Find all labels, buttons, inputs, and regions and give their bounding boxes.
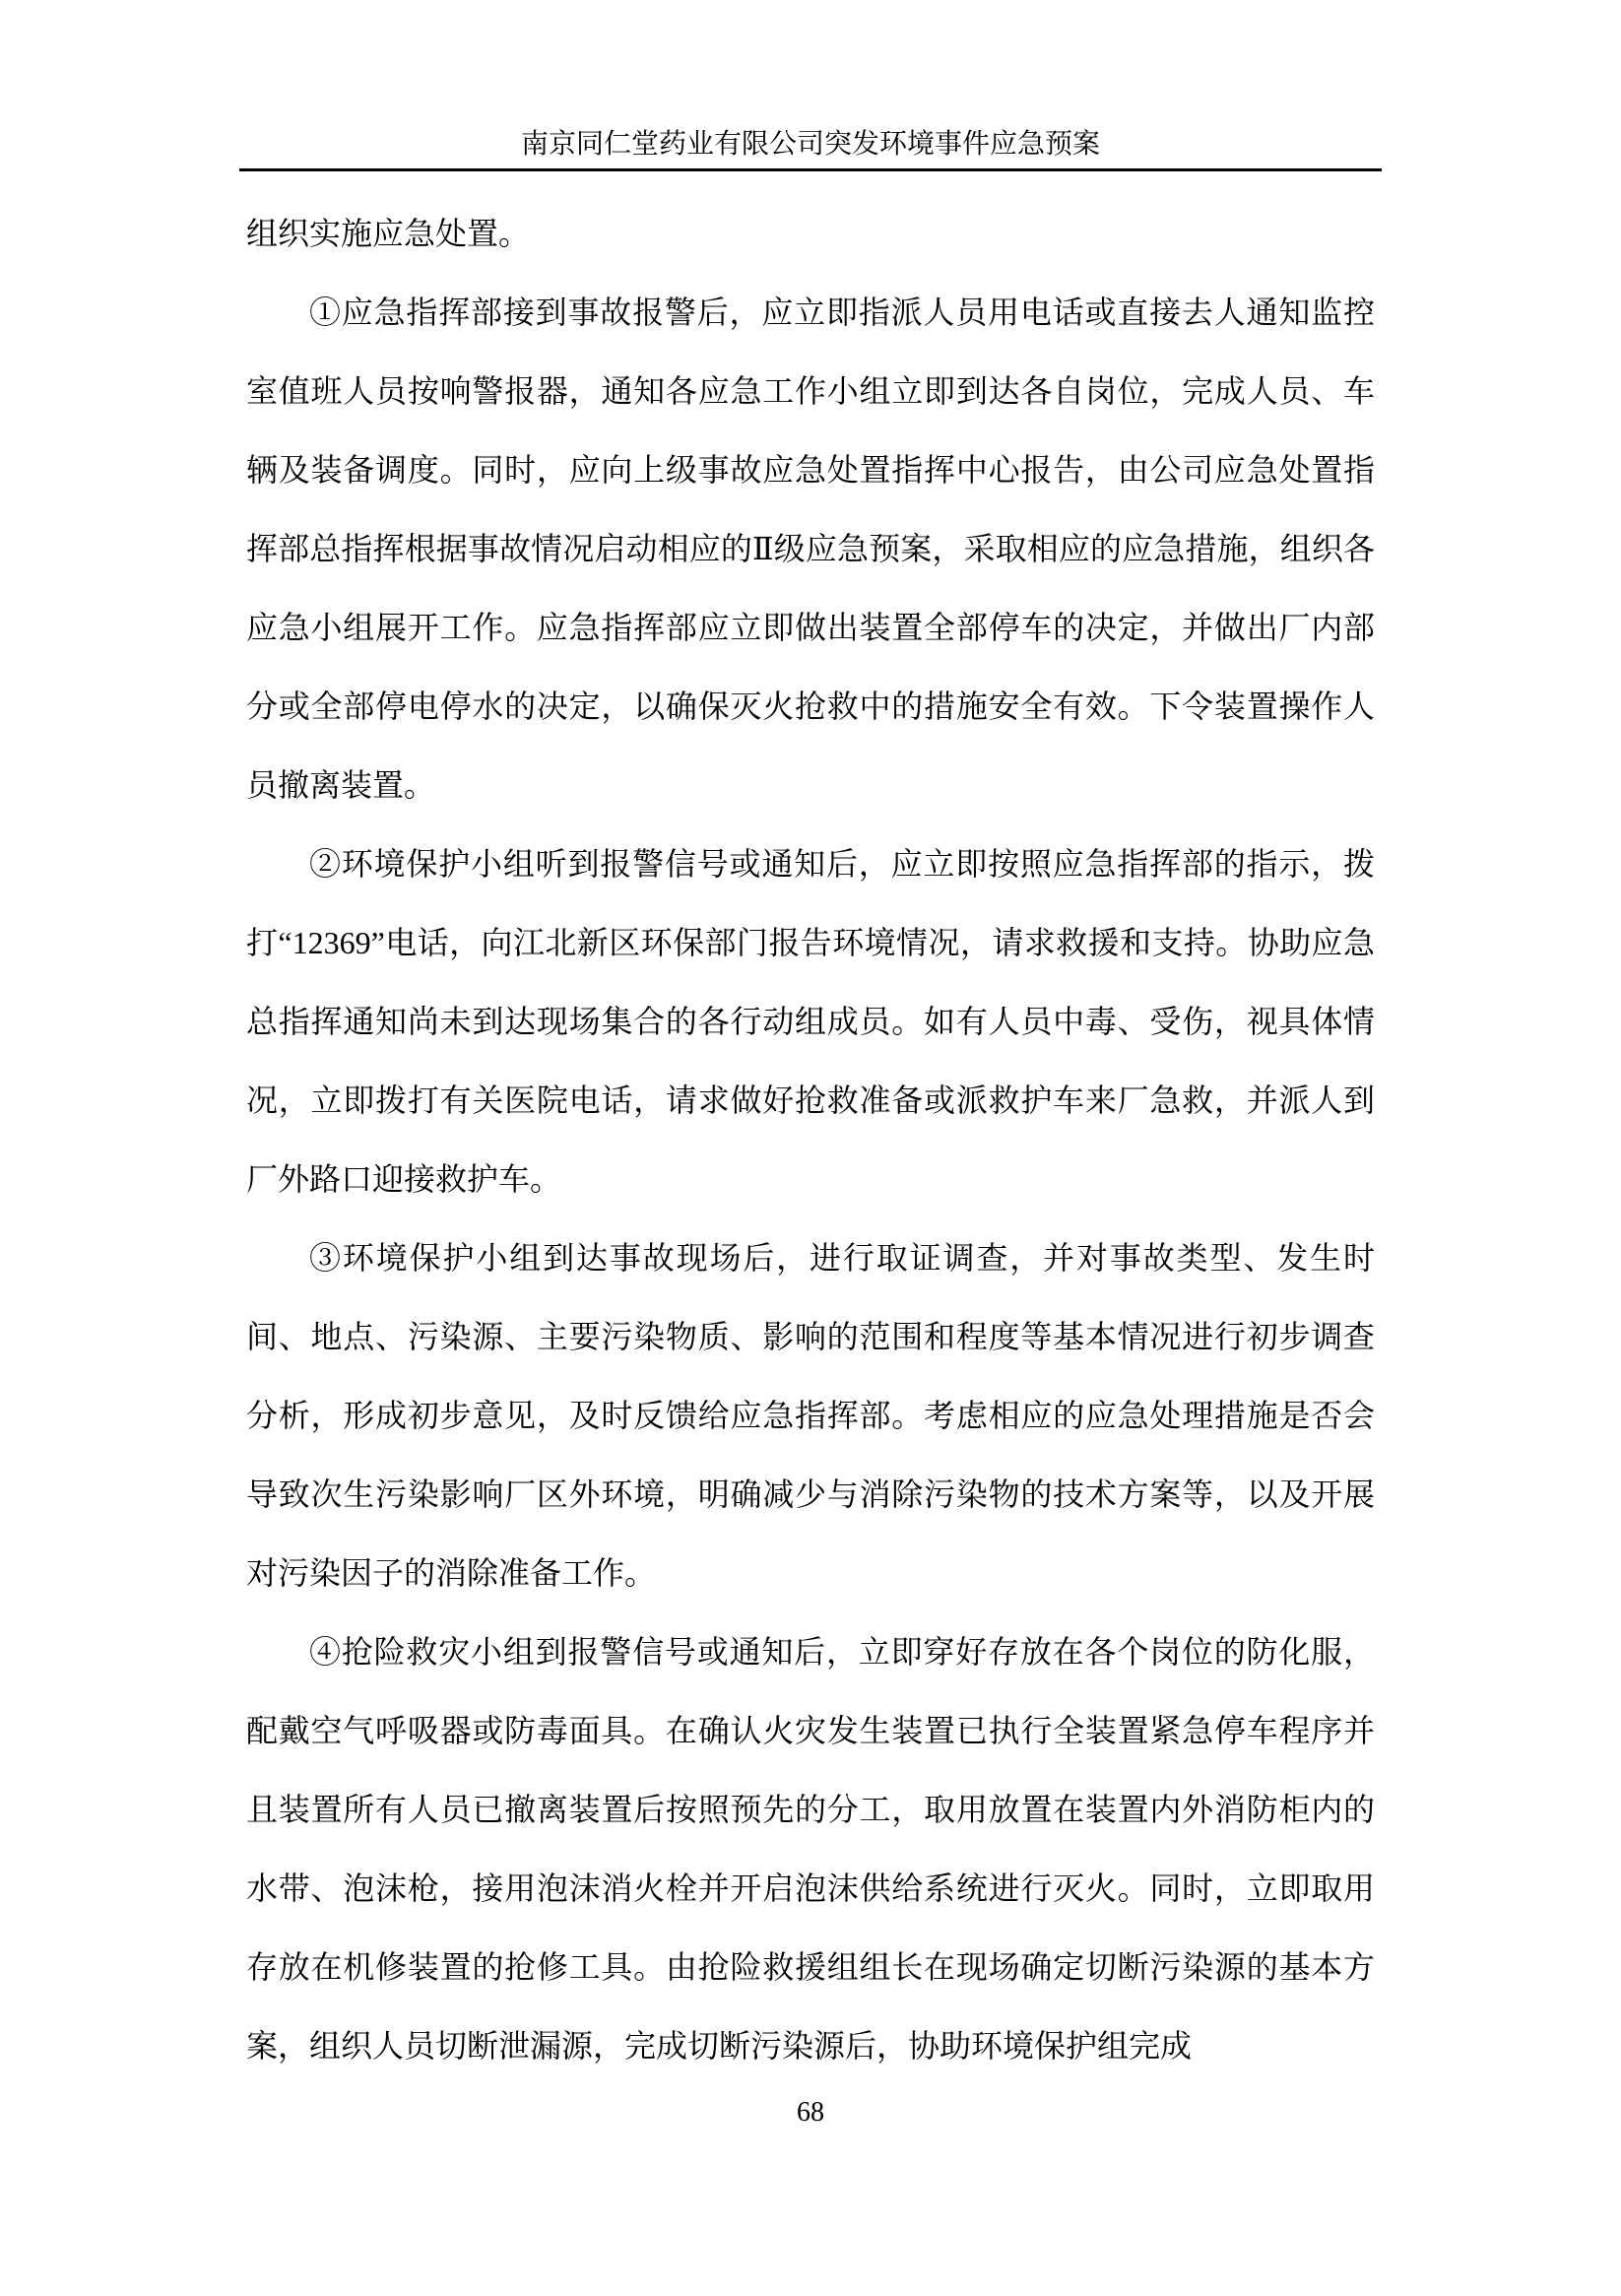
paragraph-continuation: 组织实施应急处置。: [246, 216, 531, 251]
page-number: 68: [797, 2097, 824, 2128]
body-text: [246, 194, 1375, 2085]
paragraph-item-1: ①应急指挥部接到事故报警后，应立即指派人员用电话或直接去人通知监控室值班人员按响警报器，通知各应急工作小组立即到达各自岗位，完成人员、车辆及装备调度。同时，应向上级事故应急处置指挥中心报告，由公司应急处置指挥部总指挥根据事故情况启动相应的Ⅱ级应急预案，采取相应的应急措施，组织各应急小组展开工作。应急指挥部应立即做出装置全部停车的决定，并做出厂内部分或全部停电停水的决定，以确保灭火抢救中的措施安全有效。下令装置操作人员撤离装置。: [246, 295, 1375, 803]
paragraph-item-2: ②环境保护小组听到报警信号或通知后，应立即按照应急指挥部的指示，拨打“12369”电话，向江北新区环保部门报告环境情况，请求救援和支持。协助应急总指挥通知尚未到达现场集合的各行动组成员。如有人员中毒、受伤，视具体情况，立即拨打有关医院电话，请求做好抢救准备或派救护车来厂急救，并派人到厂外路口迎接救护车。: [246, 846, 1375, 1197]
paragraph-item-3: ③环境保护小组到达事故现场后，进行取证调查，并对事故类型、发生时间、地点、污染源、主要污染物质、影响的范围和程度等基本情况进行初步调查分析，形成初步意见，及时反馈给应急指挥部。考虑相应的应急处理措施是否会导致次生污染影响厂区外环境，明确减少与消除污染物的技术方案等，以及开展对污染因子的消除准备工作。: [246, 1240, 1375, 1591]
page-footer: [0, 2093, 1621, 2132]
page-header: [239, 0, 1382, 171]
header-title: 南京同仁堂药业有限公司突发环境事件应急预案: [520, 129, 1100, 160]
header-rule: [239, 168, 1382, 171]
paragraph-item-4: ④抢险救灾小组到报警信号或通知后，立即穿好存放在各个岗位的防化服，配戴空气呼吸器或防毒面具。在确认火灾发生装置已执行全装置紧急停车程序并且装置所有人员已撤离装置后按照预先的分工，取用放置在装置内外消防柜内的水带、泡沫枪，接用泡沫消火栓并开启泡沫供给系统进行灭火。同时，立即取用存放在机修装置的抢修工具。由抢险救援组组长在现场确定切断污染源的基本方案，组织人员切断泄漏源，完成切断污染源后，协助环境保护组完成: [246, 1634, 1375, 2064]
